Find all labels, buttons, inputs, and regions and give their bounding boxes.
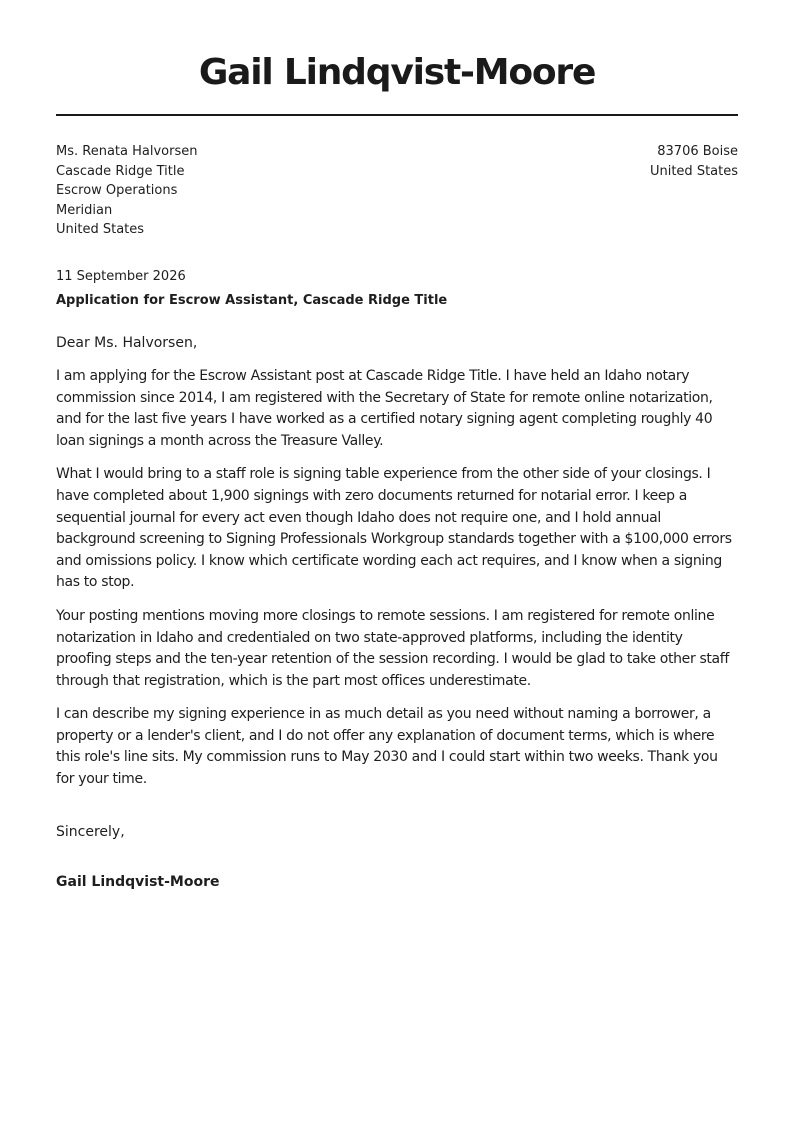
letter-body	[56, 366, 738, 791]
sender-postcode-city: 83706 Boise	[657, 144, 738, 159]
address-block	[56, 142, 738, 240]
body-paragraph: Your posting mentions moving more closings to remote sessions. I am registered for remote online notarization in Idaho and credentialed on two state-approved platforms, including the identity proofing steps and the ten-year retention of the session recording. I would be glad to take other staff through that registration, which is the part most offices underestimate.	[56, 607, 729, 689]
signature: Gail Lindqvist-Moore	[56, 873, 220, 890]
recipient-company: Cascade Ridge Title	[56, 163, 185, 179]
recipient-department: Escrow Operations	[56, 183, 178, 199]
body-paragraph: I am applying for the Escrow Assistant post at Cascade Ridge Title. I have held an Idaho notary commission since 2014, I am registered with the Secretary of State for remote online notarization, and for the last five years I have worked as a certified notary signing agent completing roughly 40 loan signings a month across the Treasure Valley.	[56, 367, 713, 449]
recipient-address	[56, 142, 197, 240]
recipient-city: Meridian	[56, 202, 113, 218]
body-paragraph: I can describe my signing experience in as much detail as you need without naming a borrower, a property or a lender's client, and I do not offer any explanation of document terms, which is where this role's line sits. My commission runs to May 2030 and I could start within two weeks. Thank you for your time.	[56, 706, 718, 788]
header-divider	[56, 114, 738, 116]
closing: Sincerely,	[56, 823, 125, 840]
body-paragraph: What I would bring to a staff role is signing table experience from the other side of your closings. I have completed about 1,900 signings with zero documents returned for notarial error. I keep a sequential journal for every act even though Idaho does not require one, and I hold annual background screening to Signing Professionals Workgroup standards together with a $100,000 errors and omissions policy. I know which certificate wording each act requires, and I know when a signing has to stop.	[56, 466, 732, 591]
sender-name-heading: Gail Lindqvist-Moore	[198, 52, 596, 93]
recipient-name: Ms. Renata Halvorsen	[56, 144, 198, 159]
salutation: Dear Ms. Halvorsen,	[56, 334, 198, 351]
sender-address	[650, 142, 738, 240]
recipient-country: United States	[56, 222, 145, 238]
letter-date: 11 September 2026	[56, 268, 186, 284]
sender-country: United States	[649, 163, 738, 179]
letter-subject: Application for Escrow Assistant, Cascade Ridge Title	[56, 292, 448, 308]
